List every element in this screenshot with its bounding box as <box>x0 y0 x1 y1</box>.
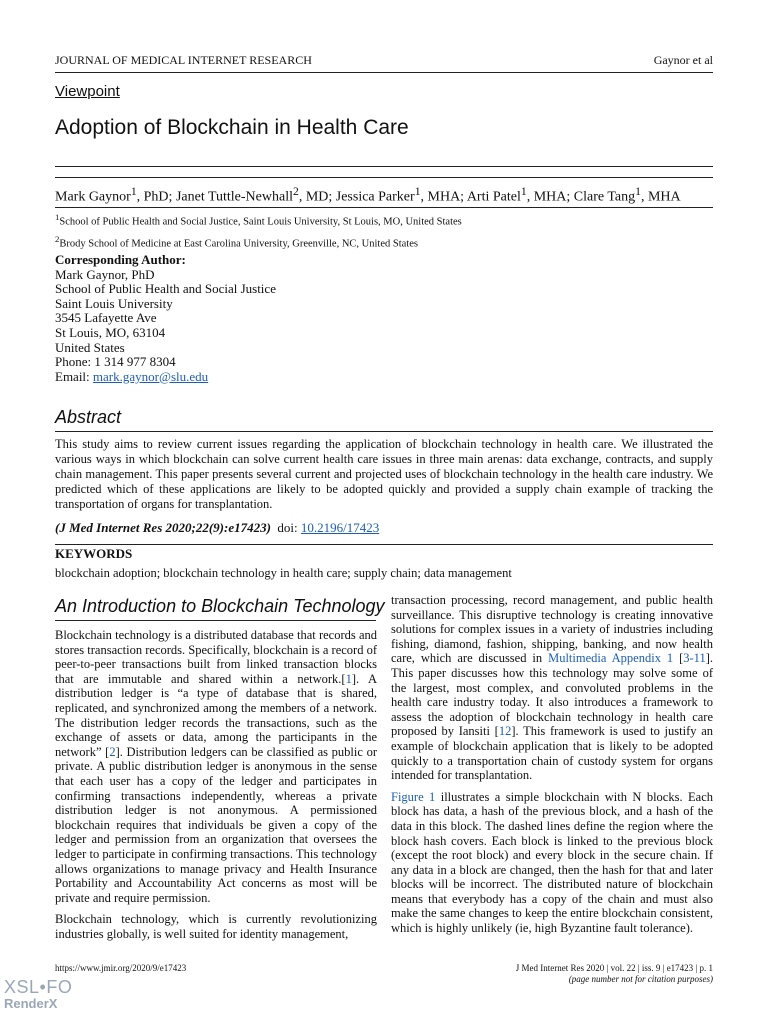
running-authors: Gaynor et al <box>653 53 713 67</box>
reference-link[interactable]: 1 <box>345 671 352 686</box>
journal-name: JOURNAL OF MEDICAL INTERNET RESEARCH <box>55 53 312 67</box>
author-name: Jessica Parker <box>335 189 415 205</box>
keywords-text: blockchain adoption; blockchain technology in health care; supply chain; data management <box>55 566 512 580</box>
corresponding-line: Phone: 1 314 977 8304 <box>55 354 176 370</box>
paragraph-text: transaction processing, record management, and public health surveillance. This disruptive technology is creating innovative solutions for complex issues in a variety of industries including fishing, diamond, fashion, shipping, banking, and now health care, which are discussed in <box>391 593 713 666</box>
citation <box>55 520 379 536</box>
corresponding-line: 3545 Lafayette Ave <box>55 310 157 326</box>
footer-note: (page number not for citation purposes) <box>568 974 713 984</box>
doi-link[interactable]: 10.2196/17423 <box>300 520 380 535</box>
corresponding-line: Mark Gaynor, PhD <box>55 266 155 282</box>
keywords-label: KEYWORDS <box>55 546 133 561</box>
running-head <box>55 53 713 68</box>
email-label: Email: <box>55 368 93 384</box>
title-rule-top <box>55 166 713 167</box>
email-link[interactable]: mark.gaynor@slu.edu <box>92 368 209 384</box>
corresponding-line: School of Public Health and Social Justice <box>55 281 276 297</box>
affiliation-text: Brody School of Medicine at East Carolina University, Greenville, NC, United States <box>59 238 418 249</box>
footer-url: https://www.jmir.org/2020/9/e17423 <box>55 963 187 973</box>
affiliations <box>55 209 462 252</box>
paragraph <box>55 628 377 905</box>
reference-link[interactable]: 3-11 <box>683 651 706 666</box>
paragraph-text: ]. Distribution ledgers can be classified as public or private. A public distribution ledger is anonymous in the sense that each user has a copy of the ledger and participates in confirming transactions independently, whereas a private distribution ledger is not anonymous. A permissioned blockchain requires that individuals be given a copy of the ledger and permission from an organization that oversees the ledger to participate in confirming transactions. This technology allows organizations to manage privacy and Health Insurance Portability and Accountability Act concerns as most will be private and require permission. <box>55 744 377 905</box>
paragraph-text: Blockchain technology is a distributed database that records and stores transaction records. Specifically, blockchain is a record of peer-to-peer transactions built from linked transaction blocks that are immutable and shared within a network.[ <box>55 628 377 686</box>
paragraph <box>391 790 713 936</box>
corresponding-line: United States <box>55 339 125 355</box>
keywords-rule <box>55 544 713 545</box>
section-rule <box>55 620 376 621</box>
paragraph-text: [ <box>673 651 684 666</box>
corresponding-label: Corresponding Author: <box>55 252 186 267</box>
abstract-heading: Abstract <box>55 407 122 427</box>
author-degree: , MHA <box>640 189 681 205</box>
affiliation-num: 2 <box>55 233 60 244</box>
author-affil-num: 1 <box>520 185 527 198</box>
author-name: Janet Tuttle-Newhall <box>175 189 293 205</box>
author-affil-num: 1 <box>635 185 641 198</box>
author-degree: , MD; <box>298 189 336 205</box>
citation-text: (J Med Internet Res 2020;22(9):e17423) <box>55 520 271 535</box>
header-rule <box>55 72 713 73</box>
article-title: Adoption of Blockchain in Health Care <box>55 116 409 139</box>
watermark-bottom: RenderX <box>4 996 58 1011</box>
affiliation-text: School of Public Health and Social Justice, Saint Louis University, St Louis, MO, United States <box>59 216 462 228</box>
author-degree: , MHA; <box>420 189 467 205</box>
author-degree: , MHA; <box>526 189 574 205</box>
figure-link[interactable]: Figure 1 <box>391 789 436 804</box>
author-name: Mark Gaynor <box>55 189 131 205</box>
title-rule-bottom <box>55 177 713 178</box>
appendix-link[interactable]: Multimedia Appendix 1 <box>548 651 674 666</box>
doi-label: doi: <box>277 520 301 535</box>
authors-rule <box>55 207 713 208</box>
renderx-watermark <box>4 977 72 1011</box>
right-column <box>391 593 713 943</box>
author-affil-num: 1 <box>130 185 137 198</box>
footer-citation: J Med Internet Res 2020 | vol. 22 | iss. 9 | e17423 | p. 1 <box>515 963 713 973</box>
author-affil-num: 1 <box>414 185 421 198</box>
paragraph-text: ]. This framework is used to justify an example of blockchain application that is likely to be adopted quickly to a transportation chain of custody system for organs intended for transplantation. <box>391 724 713 783</box>
footer-info <box>516 963 713 985</box>
author-name: Clare Tang <box>573 189 636 205</box>
abstract-rule <box>55 431 713 432</box>
author-degree: , PhD; <box>136 189 176 205</box>
paragraph-text: ]. This paper discusses how this technology may solve some of the largest, most complex, and convoluted problems in the health care industry today. It also introduces a framework to assess the adoption of blockchain technology in health care proposed by Iansiti [ <box>391 651 713 739</box>
reference-link[interactable]: 2 <box>109 744 116 759</box>
author-name: Arti Patel <box>466 189 521 205</box>
watermark-top: XSL•FO <box>4 977 73 997</box>
article-type-link[interactable]: Viewpoint <box>55 83 120 100</box>
corresponding-line: St Louis, MO, 63104 <box>55 324 166 340</box>
corresponding-email-line <box>55 370 276 385</box>
reference-link[interactable]: 12 <box>498 724 512 739</box>
paragraph-text: ]. A distribution ledger is “a type of database that is shared, replicated, and synchronized among the members of a network. The distribution ledger records the transactions, such as the exchange of assets or data, among the participants in the network” [ <box>55 671 377 759</box>
paragraph: Blockchain technology, which is currently revolutionizing industries globally, is well suited for identity management, <box>55 912 377 941</box>
author-affil-num: 2 <box>292 185 299 198</box>
affiliation-num: 1 <box>55 212 60 222</box>
corresponding-author <box>55 253 276 384</box>
section-heading: An Introduction to Blockchain Technology <box>55 596 385 616</box>
author-list <box>55 185 681 206</box>
corresponding-line: Saint Louis University <box>55 295 173 311</box>
left-column <box>55 628 377 948</box>
abstract-text: This study aims to review current issues regarding the application of blockchain technology in health care. We illustrated the various ways in which blockchain can solve current health care issues in three main arenas: data exchange, contracts, and supply chain management. This paper presents several current and projected uses of blockchain technology in the health care industry. We predicted which of these applications are likely to be adopted quickly and provided a supply chain example of tracking the transportation of organs for transplantation. <box>55 437 713 511</box>
affiliation <box>55 231 462 253</box>
paragraph <box>391 593 713 783</box>
affiliation <box>55 209 462 231</box>
paragraph-text: illustrates a simple blockchain with N blocks. Each block has data, a hash of the previous block, and a hash of the data in this block. The dashed lines define the region where the block hash covers. Each block is linked to the previous block (except the root block) and every block in the secure chain. If any data in a block are changed, then the hash for that and later blocks will be incorrect. The distributed nature of blockchain means that everybody has a copy of the chain and must also make the same changes to keep the entire blockchain consistent, which is highly unlikely (ie, high Byzantine fault tolerance). <box>391 789 713 936</box>
